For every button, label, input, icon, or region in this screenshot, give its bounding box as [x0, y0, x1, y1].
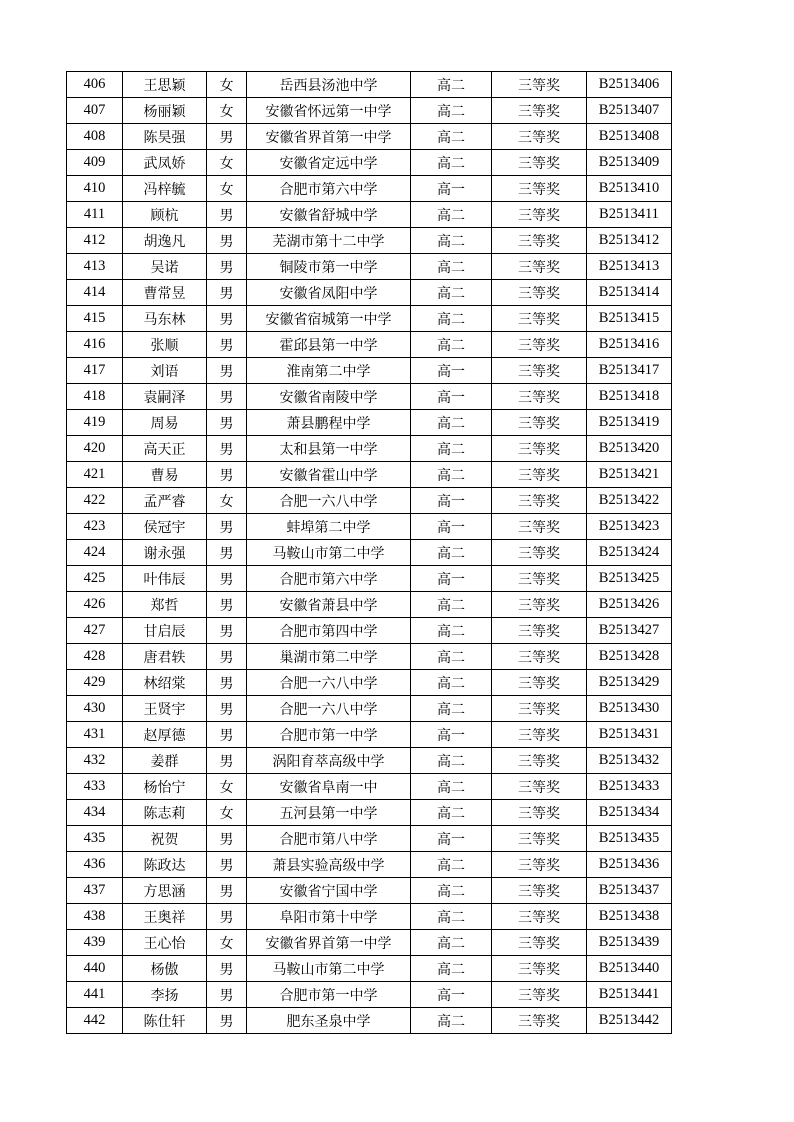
table-row — [67, 748, 672, 774]
cell-award: 三等奖 — [492, 358, 587, 384]
table-row — [67, 150, 672, 176]
cell-school: 安徽省凤阳中学 — [247, 280, 411, 306]
cell-award: 三等奖 — [492, 930, 587, 956]
table-row — [67, 852, 672, 878]
cell-school: 安徽省霍山中学 — [247, 462, 411, 488]
table-row — [67, 878, 672, 904]
cell-no: 421 — [67, 462, 123, 488]
table-row — [67, 98, 672, 124]
cell-grade: 高二 — [411, 254, 492, 280]
cell-no: 406 — [67, 72, 123, 98]
cell-gender: 男 — [207, 462, 247, 488]
cell-name: 杨傲 — [123, 956, 207, 982]
cell-id: B2513421 — [587, 462, 672, 488]
table-row — [67, 982, 672, 1008]
cell-id: B2513437 — [587, 878, 672, 904]
cell-school: 肥东圣泉中学 — [247, 1008, 411, 1034]
cell-name: 周易 — [123, 410, 207, 436]
cell-school: 安徽省界首第一中学 — [247, 124, 411, 150]
cell-gender: 男 — [207, 644, 247, 670]
cell-award: 三等奖 — [492, 124, 587, 150]
cell-grade: 高一 — [411, 826, 492, 852]
table-row — [67, 566, 672, 592]
cell-id: B2513423 — [587, 514, 672, 540]
cell-gender: 男 — [207, 670, 247, 696]
cell-gender: 男 — [207, 514, 247, 540]
cell-grade: 高一 — [411, 982, 492, 1008]
cell-award: 三等奖 — [492, 332, 587, 358]
cell-name: 陈昊强 — [123, 124, 207, 150]
cell-school: 合肥市第四中学 — [247, 618, 411, 644]
table-row — [67, 826, 672, 852]
cell-gender: 男 — [207, 358, 247, 384]
cell-name: 姜群 — [123, 748, 207, 774]
cell-gender: 女 — [207, 176, 247, 202]
cell-name: 杨丽颖 — [123, 98, 207, 124]
cell-school: 淮南第二中学 — [247, 358, 411, 384]
cell-award: 三等奖 — [492, 774, 587, 800]
cell-award: 三等奖 — [492, 176, 587, 202]
cell-name: 王奥祥 — [123, 904, 207, 930]
table-row — [67, 254, 672, 280]
cell-no: 429 — [67, 670, 123, 696]
cell-grade: 高二 — [411, 436, 492, 462]
cell-school: 安徽省舒城中学 — [247, 202, 411, 228]
cell-no: 433 — [67, 774, 123, 800]
cell-grade: 高一 — [411, 722, 492, 748]
cell-gender: 男 — [207, 254, 247, 280]
cell-id: B2513427 — [587, 618, 672, 644]
cell-name: 王思颖 — [123, 72, 207, 98]
cell-school: 合肥一六八中学 — [247, 696, 411, 722]
cell-name: 陈仕轩 — [123, 1008, 207, 1034]
cell-name: 高天正 — [123, 436, 207, 462]
cell-no: 434 — [67, 800, 123, 826]
cell-award: 三等奖 — [492, 592, 587, 618]
cell-no: 438 — [67, 904, 123, 930]
cell-id: B2513416 — [587, 332, 672, 358]
cell-school: 合肥市第六中学 — [247, 566, 411, 592]
cell-school: 岳西县汤池中学 — [247, 72, 411, 98]
cell-no: 412 — [67, 228, 123, 254]
cell-grade: 高二 — [411, 800, 492, 826]
cell-award: 三等奖 — [492, 800, 587, 826]
cell-school: 萧县实验高级中学 — [247, 852, 411, 878]
cell-award: 三等奖 — [492, 488, 587, 514]
cell-name: 武凤娇 — [123, 150, 207, 176]
table-row — [67, 514, 672, 540]
cell-id: B2513417 — [587, 358, 672, 384]
cell-id: B2513410 — [587, 176, 672, 202]
table-row — [67, 72, 672, 98]
table-row — [67, 358, 672, 384]
cell-school: 安徽省宿城第一中学 — [247, 306, 411, 332]
table-row — [67, 722, 672, 748]
cell-award: 三等奖 — [492, 436, 587, 462]
cell-gender: 男 — [207, 436, 247, 462]
cell-no: 415 — [67, 306, 123, 332]
cell-award: 三等奖 — [492, 644, 587, 670]
cell-gender: 女 — [207, 98, 247, 124]
cell-id: B2513438 — [587, 904, 672, 930]
cell-school: 合肥一六八中学 — [247, 670, 411, 696]
cell-id: B2513434 — [587, 800, 672, 826]
cell-name: 胡逸凡 — [123, 228, 207, 254]
cell-school: 霍邱县第一中学 — [247, 332, 411, 358]
cell-award: 三等奖 — [492, 904, 587, 930]
cell-grade: 高二 — [411, 540, 492, 566]
table-row — [67, 540, 672, 566]
cell-grade: 高二 — [411, 930, 492, 956]
cell-name: 郑哲 — [123, 592, 207, 618]
cell-grade: 高一 — [411, 488, 492, 514]
cell-id: B2513407 — [587, 98, 672, 124]
cell-no: 418 — [67, 384, 123, 410]
cell-gender: 男 — [207, 956, 247, 982]
cell-name: 刘语 — [123, 358, 207, 384]
cell-name: 杨怡宁 — [123, 774, 207, 800]
cell-name: 冯梓毓 — [123, 176, 207, 202]
cell-id: B2513413 — [587, 254, 672, 280]
cell-grade: 高二 — [411, 462, 492, 488]
cell-id: B2513408 — [587, 124, 672, 150]
cell-award: 三等奖 — [492, 826, 587, 852]
cell-no: 424 — [67, 540, 123, 566]
cell-gender: 男 — [207, 904, 247, 930]
cell-id: B2513418 — [587, 384, 672, 410]
cell-no: 417 — [67, 358, 123, 384]
cell-award: 三等奖 — [492, 462, 587, 488]
cell-no: 437 — [67, 878, 123, 904]
table-row — [67, 800, 672, 826]
cell-gender: 男 — [207, 566, 247, 592]
table-row — [67, 332, 672, 358]
table-row — [67, 670, 672, 696]
cell-school: 阜阳市第十中学 — [247, 904, 411, 930]
cell-no: 407 — [67, 98, 123, 124]
table-row — [67, 124, 672, 150]
cell-award: 三等奖 — [492, 852, 587, 878]
cell-school: 合肥市第一中学 — [247, 982, 411, 1008]
cell-grade: 高二 — [411, 670, 492, 696]
cell-id: B2513435 — [587, 826, 672, 852]
cell-grade: 高二 — [411, 748, 492, 774]
cell-gender: 女 — [207, 930, 247, 956]
cell-name: 吴诺 — [123, 254, 207, 280]
cell-gender: 男 — [207, 618, 247, 644]
cell-no: 420 — [67, 436, 123, 462]
cell-gender: 男 — [207, 202, 247, 228]
cell-award: 三等奖 — [492, 228, 587, 254]
cell-grade: 高二 — [411, 228, 492, 254]
table-row — [67, 618, 672, 644]
cell-no: 422 — [67, 488, 123, 514]
cell-no: 413 — [67, 254, 123, 280]
cell-name: 王贤宇 — [123, 696, 207, 722]
cell-gender: 女 — [207, 800, 247, 826]
cell-gender: 女 — [207, 488, 247, 514]
cell-name: 马东林 — [123, 306, 207, 332]
cell-id: B2513433 — [587, 774, 672, 800]
table-row — [67, 696, 672, 722]
cell-no: 440 — [67, 956, 123, 982]
cell-gender: 女 — [207, 150, 247, 176]
cell-award: 三等奖 — [492, 696, 587, 722]
cell-id: B2513414 — [587, 280, 672, 306]
cell-school: 五河县第一中学 — [247, 800, 411, 826]
cell-id: B2513440 — [587, 956, 672, 982]
cell-name: 唐君轶 — [123, 644, 207, 670]
table-row — [67, 1008, 672, 1034]
cell-no: 431 — [67, 722, 123, 748]
award-table — [66, 71, 672, 1034]
cell-award: 三等奖 — [492, 254, 587, 280]
cell-gender: 男 — [207, 592, 247, 618]
cell-award: 三等奖 — [492, 202, 587, 228]
cell-grade: 高一 — [411, 514, 492, 540]
cell-grade: 高二 — [411, 644, 492, 670]
table-row — [67, 410, 672, 436]
cell-grade: 高二 — [411, 124, 492, 150]
cell-gender: 男 — [207, 878, 247, 904]
cell-school: 太和县第一中学 — [247, 436, 411, 462]
cell-name: 曹常昱 — [123, 280, 207, 306]
cell-name: 侯冠宇 — [123, 514, 207, 540]
cell-school: 马鞍山市第二中学 — [247, 956, 411, 982]
cell-no: 432 — [67, 748, 123, 774]
cell-grade: 高二 — [411, 306, 492, 332]
cell-school: 合肥市第八中学 — [247, 826, 411, 852]
cell-grade: 高二 — [411, 852, 492, 878]
table-row — [67, 306, 672, 332]
cell-school: 安徽省怀远第一中学 — [247, 98, 411, 124]
cell-school: 安徽省南陵中学 — [247, 384, 411, 410]
cell-name: 张顺 — [123, 332, 207, 358]
table-row — [67, 384, 672, 410]
cell-no: 414 — [67, 280, 123, 306]
cell-school: 安徽省萧县中学 — [247, 592, 411, 618]
cell-school: 安徽省定远中学 — [247, 150, 411, 176]
cell-id: B2513442 — [587, 1008, 672, 1034]
table-row — [67, 904, 672, 930]
cell-grade: 高一 — [411, 566, 492, 592]
cell-no: 408 — [67, 124, 123, 150]
cell-school: 芜湖市第十二中学 — [247, 228, 411, 254]
cell-grade: 高一 — [411, 384, 492, 410]
cell-no: 436 — [67, 852, 123, 878]
table-row — [67, 202, 672, 228]
cell-id: B2513422 — [587, 488, 672, 514]
cell-award: 三等奖 — [492, 748, 587, 774]
cell-award: 三等奖 — [492, 384, 587, 410]
cell-gender: 男 — [207, 982, 247, 1008]
cell-grade: 高二 — [411, 98, 492, 124]
cell-school: 涡阳育萃高级中学 — [247, 748, 411, 774]
cell-id: B2513432 — [587, 748, 672, 774]
cell-award: 三等奖 — [492, 878, 587, 904]
cell-grade: 高二 — [411, 410, 492, 436]
cell-grade: 高二 — [411, 332, 492, 358]
cell-name: 赵厚德 — [123, 722, 207, 748]
cell-gender: 男 — [207, 696, 247, 722]
cell-name: 陈政达 — [123, 852, 207, 878]
cell-grade: 高二 — [411, 72, 492, 98]
cell-award: 三等奖 — [492, 670, 587, 696]
cell-grade: 高二 — [411, 280, 492, 306]
cell-school: 蚌埠第二中学 — [247, 514, 411, 540]
table-row — [67, 592, 672, 618]
cell-id: B2513409 — [587, 150, 672, 176]
cell-school: 铜陵市第一中学 — [247, 254, 411, 280]
table-row — [67, 228, 672, 254]
cell-gender: 男 — [207, 826, 247, 852]
cell-award: 三等奖 — [492, 306, 587, 332]
cell-award: 三等奖 — [492, 566, 587, 592]
cell-school: 安徽省宁国中学 — [247, 878, 411, 904]
cell-grade: 高二 — [411, 592, 492, 618]
cell-no: 439 — [67, 930, 123, 956]
cell-name: 顾杭 — [123, 202, 207, 228]
cell-id: B2513431 — [587, 722, 672, 748]
cell-id: B2513412 — [587, 228, 672, 254]
cell-no: 428 — [67, 644, 123, 670]
table-row — [67, 488, 672, 514]
cell-school: 合肥市第六中学 — [247, 176, 411, 202]
cell-id: B2513406 — [587, 72, 672, 98]
cell-grade: 高二 — [411, 696, 492, 722]
cell-gender: 男 — [207, 540, 247, 566]
cell-award: 三等奖 — [492, 1008, 587, 1034]
cell-school: 合肥市第一中学 — [247, 722, 411, 748]
cell-grade: 高二 — [411, 1008, 492, 1034]
table-row — [67, 436, 672, 462]
cell-no: 435 — [67, 826, 123, 852]
cell-gender: 男 — [207, 852, 247, 878]
cell-no: 410 — [67, 176, 123, 202]
cell-no: 419 — [67, 410, 123, 436]
cell-no: 427 — [67, 618, 123, 644]
cell-grade: 高二 — [411, 956, 492, 982]
cell-gender: 男 — [207, 332, 247, 358]
cell-award: 三等奖 — [492, 98, 587, 124]
cell-id: B2513436 — [587, 852, 672, 878]
cell-name: 林绍棠 — [123, 670, 207, 696]
cell-gender: 男 — [207, 124, 247, 150]
cell-award: 三等奖 — [492, 982, 587, 1008]
cell-name: 李扬 — [123, 982, 207, 1008]
cell-school: 巢湖市第二中学 — [247, 644, 411, 670]
cell-grade: 高二 — [411, 202, 492, 228]
cell-grade: 高一 — [411, 176, 492, 202]
table-row — [67, 956, 672, 982]
table-row — [67, 930, 672, 956]
cell-name: 王心怡 — [123, 930, 207, 956]
cell-gender: 男 — [207, 280, 247, 306]
cell-gender: 男 — [207, 228, 247, 254]
cell-no: 423 — [67, 514, 123, 540]
cell-name: 祝贺 — [123, 826, 207, 852]
cell-name: 陈志莉 — [123, 800, 207, 826]
cell-gender: 男 — [207, 722, 247, 748]
cell-grade: 高二 — [411, 150, 492, 176]
table-row — [67, 280, 672, 306]
cell-grade: 高二 — [411, 904, 492, 930]
cell-id: B2513420 — [587, 436, 672, 462]
cell-gender: 男 — [207, 1008, 247, 1034]
cell-name: 孟严睿 — [123, 488, 207, 514]
cell-school: 马鞍山市第二中学 — [247, 540, 411, 566]
table-row — [67, 774, 672, 800]
cell-id: B2513439 — [587, 930, 672, 956]
cell-award: 三等奖 — [492, 410, 587, 436]
cell-gender: 女 — [207, 774, 247, 800]
cell-school: 安徽省界首第一中学 — [247, 930, 411, 956]
cell-grade: 高二 — [411, 774, 492, 800]
cell-id: B2513424 — [587, 540, 672, 566]
cell-id: B2513415 — [587, 306, 672, 332]
cell-award: 三等奖 — [492, 618, 587, 644]
cell-id: B2513441 — [587, 982, 672, 1008]
cell-id: B2513430 — [587, 696, 672, 722]
cell-grade: 高一 — [411, 358, 492, 384]
cell-gender: 男 — [207, 410, 247, 436]
cell-award: 三等奖 — [492, 150, 587, 176]
cell-name: 袁嗣泽 — [123, 384, 207, 410]
cell-no: 425 — [67, 566, 123, 592]
cell-no: 409 — [67, 150, 123, 176]
cell-id: B2513426 — [587, 592, 672, 618]
cell-school: 合肥一六八中学 — [247, 488, 411, 514]
cell-grade: 高二 — [411, 618, 492, 644]
cell-id: B2513425 — [587, 566, 672, 592]
cell-gender: 男 — [207, 306, 247, 332]
cell-gender: 男 — [207, 748, 247, 774]
cell-name: 方思涵 — [123, 878, 207, 904]
cell-no: 416 — [67, 332, 123, 358]
cell-id: B2513419 — [587, 410, 672, 436]
cell-no: 442 — [67, 1008, 123, 1034]
cell-gender: 女 — [207, 72, 247, 98]
table-row — [67, 644, 672, 670]
award-table-body — [67, 72, 672, 1034]
cell-award: 三等奖 — [492, 514, 587, 540]
cell-gender: 男 — [207, 384, 247, 410]
cell-school: 萧县鹏程中学 — [247, 410, 411, 436]
cell-award: 三等奖 — [492, 540, 587, 566]
table-row — [67, 176, 672, 202]
cell-name: 曹易 — [123, 462, 207, 488]
cell-id: B2513429 — [587, 670, 672, 696]
cell-award: 三等奖 — [492, 72, 587, 98]
cell-id: B2513428 — [587, 644, 672, 670]
cell-name: 甘启辰 — [123, 618, 207, 644]
cell-award: 三等奖 — [492, 722, 587, 748]
cell-id: B2513411 — [587, 202, 672, 228]
cell-no: 426 — [67, 592, 123, 618]
cell-name: 叶伟辰 — [123, 566, 207, 592]
cell-grade: 高二 — [411, 878, 492, 904]
cell-no: 411 — [67, 202, 123, 228]
table-row — [67, 462, 672, 488]
cell-no: 430 — [67, 696, 123, 722]
cell-school: 安徽省阜南一中 — [247, 774, 411, 800]
cell-award: 三等奖 — [492, 280, 587, 306]
cell-award: 三等奖 — [492, 956, 587, 982]
cell-no: 441 — [67, 982, 123, 1008]
cell-name: 谢永强 — [123, 540, 207, 566]
